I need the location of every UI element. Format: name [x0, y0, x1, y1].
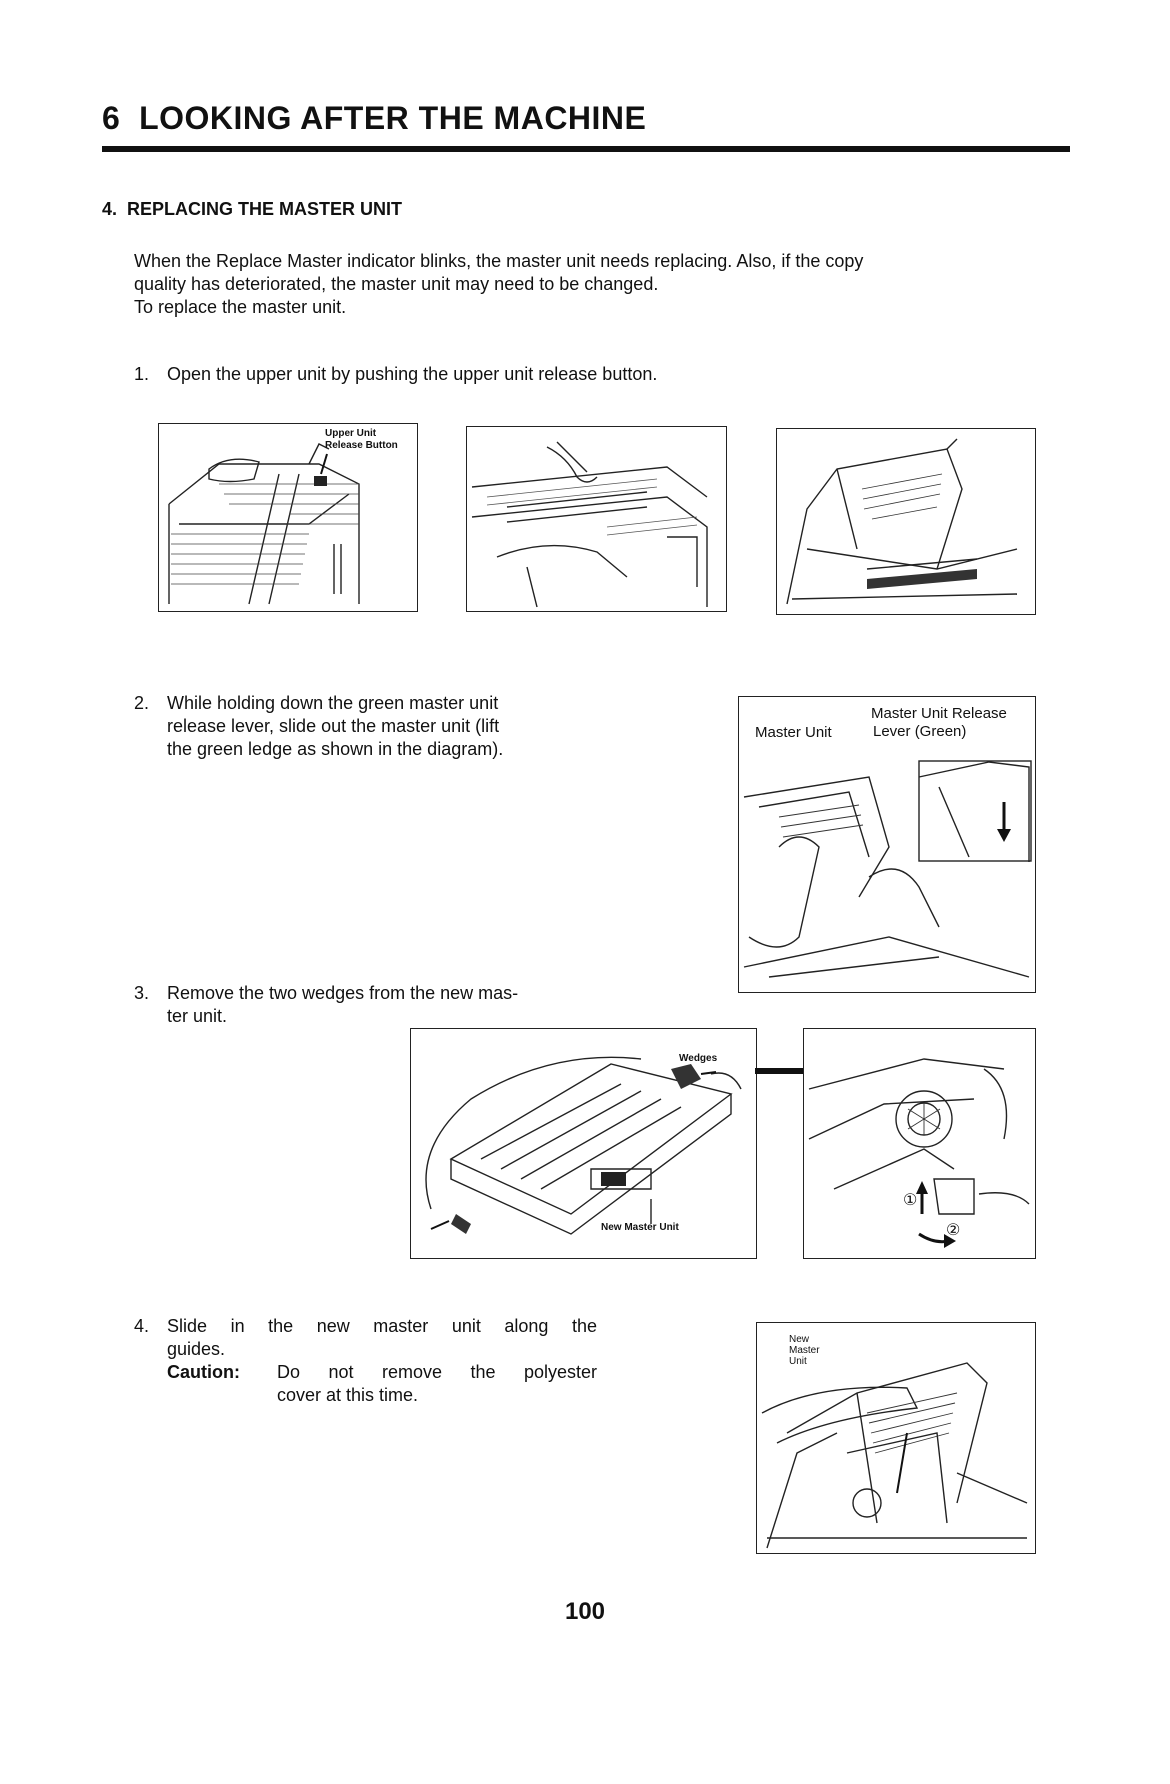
- step-2-line-1: While holding down the green master unit: [167, 693, 499, 713]
- step-number: 3.: [134, 983, 150, 1003]
- wedge-detail-illustration: [804, 1029, 1035, 1258]
- figure-opening-upper-unit: [466, 426, 727, 612]
- label-wedges: Wedges: [679, 1053, 718, 1064]
- figure-new-master-unit-wedges: [410, 1028, 757, 1259]
- step-number: 4.: [134, 1316, 150, 1336]
- label-master-unit-release: Master Unit Release: [871, 705, 1007, 722]
- step-4-line-2: guides.: [167, 1339, 226, 1359]
- step-2-line-2: release lever, slide out the master unit (lift: [167, 716, 500, 736]
- label-unit: Unit: [789, 1356, 807, 1367]
- header-rule: [102, 146, 1070, 152]
- chapter-heading: [102, 100, 646, 137]
- step-1: [134, 363, 1034, 387]
- step-4-line-1: Slide in the new master unit along the: [167, 1316, 597, 1336]
- section-title: REPLACING THE MASTER UNIT: [127, 199, 403, 219]
- figure-slide-in-new-master-unit: [756, 1322, 1036, 1554]
- label-new: New: [789, 1334, 810, 1345]
- step-text: [167, 982, 597, 1028]
- intro-paragraph: [134, 250, 1034, 319]
- step-2: [134, 692, 594, 764]
- step-3-line-2: ter unit.: [167, 1006, 228, 1026]
- step-text: [167, 692, 597, 761]
- step-text: Open the upper unit by pushing the upper unit release button.: [167, 364, 658, 384]
- mark-step-1: ①: [903, 1192, 918, 1209]
- opened-machine-illustration: [777, 429, 1035, 614]
- label-new-master-unit: New Master Unit: [601, 1222, 679, 1233]
- caution-row: [167, 1361, 597, 1384]
- label-upper-unit: Upper Unit: [325, 428, 377, 439]
- caution-label: Caution:: [167, 1362, 240, 1382]
- figure-wedge-removal-detail: [803, 1028, 1036, 1259]
- figure-upper-unit-open: [776, 428, 1036, 615]
- intro-line-2: quality has deteriorated, the master unit may need to be changed.: [134, 274, 659, 294]
- step-3: [134, 982, 594, 1030]
- step-4: [134, 1315, 597, 1411]
- figure-master-unit-release-lever: [738, 696, 1036, 993]
- label-master-unit: Master Unit: [755, 724, 832, 741]
- caution-line-2: cover at this time.: [277, 1385, 419, 1405]
- chapter-number: 6: [102, 100, 121, 136]
- page-number: 100: [564, 1598, 606, 1625]
- step-number: 2.: [134, 693, 150, 713]
- section-number: 4.: [102, 199, 118, 219]
- intro-line-1: When the Replace Master indicator blinks, the master unit needs replacing. Also, if the copy: [134, 251, 864, 271]
- step-3-line-1: Remove the two wedges from the new mas-: [167, 983, 519, 1003]
- chapter-title: LOOKING AFTER THE MACHINE: [139, 100, 647, 136]
- callout-connector: [755, 1068, 803, 1074]
- step-2-line-3: the green ledge as shown in the diagram).: [167, 739, 504, 759]
- label-master: Master: [789, 1345, 820, 1356]
- section-heading: [102, 199, 402, 220]
- label-lever-green: Lever (Green): [873, 723, 967, 740]
- figure-upper-unit-release-button: [158, 423, 418, 612]
- step-text: [167, 1315, 597, 1407]
- label-release-button: Release Button: [325, 440, 398, 451]
- step-number: 1.: [134, 364, 150, 384]
- intro-line-3: To replace the master unit.: [134, 297, 347, 317]
- mark-step-2: ②: [946, 1222, 961, 1239]
- machine-top-illustration: [159, 424, 417, 611]
- hands-opening-unit-illustration: [467, 427, 726, 611]
- caution-line-1: Do not remove the polyester: [277, 1362, 597, 1382]
